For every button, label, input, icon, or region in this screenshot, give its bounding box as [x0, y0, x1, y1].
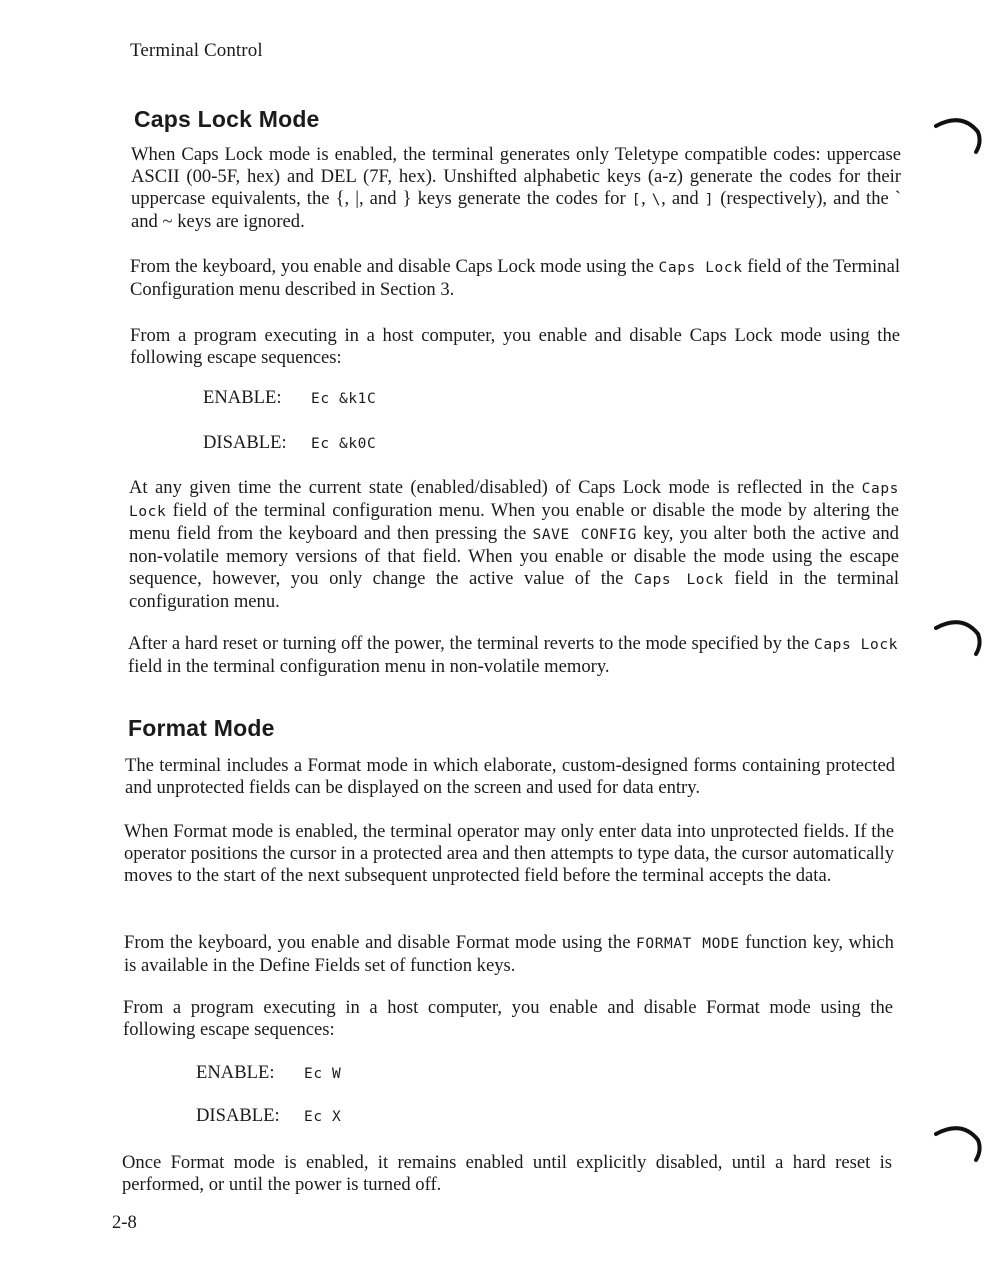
- text-run: (respectively), and the: [714, 188, 895, 209]
- text-run: , and: [661, 188, 705, 209]
- text-run: field in the terminal configuration menu.: [129, 568, 899, 612]
- text-run: keys are ignored.: [172, 211, 305, 232]
- text-run: function key, which is available in the Define Fields set of function keys.: [124, 932, 894, 976]
- text-run: and: [131, 211, 163, 232]
- key-glyph: [: [631, 192, 642, 208]
- menu-field-name: Caps Lock: [129, 481, 899, 520]
- page-number: 2-8: [112, 1212, 137, 1233]
- disable-label: DISABLE:: [203, 432, 287, 453]
- text-run: When Caps Lock mode is enabled, the terminal generates only Teletype compatible codes: uppercase ASCII (00-5F, hex) and DEL (7F, hex). Unshifted alphabetic keys (a-z) generate the codes for their uppercase equivalents, the: [131, 144, 901, 209]
- caps-lock-paragraph-1: [131, 144, 901, 233]
- binder-hole-mark-top: [934, 110, 984, 160]
- text-run: ,: [344, 188, 356, 209]
- text-run: From the keyboard, you enable and disable Caps Lock mode using the: [130, 256, 659, 277]
- key-glyph: |: [355, 188, 359, 209]
- format-enable-sequence: [196, 1062, 341, 1085]
- text-run: ,: [641, 188, 652, 209]
- enable-escape-code: Ec W: [304, 1066, 342, 1082]
- text-run: At any given time the current state (enabled/disabled) of Caps Lock mode is reflected in the: [129, 477, 862, 498]
- menu-field-name: Caps Lock: [633, 572, 724, 588]
- format-mode-paragraph-3: [124, 932, 894, 977]
- format-mode-paragraph-2: When Format mode is enabled, the terminal operator may only enter data into unprotected fields. If the operator positions the cursor in a protected area and then attempts to type data, the cursor automatically moves to the start of the next subsequent unprotected field before the terminal accepts the data.: [124, 821, 894, 886]
- caps-lock-heading: Caps Lock Mode: [134, 106, 320, 132]
- format-mode-paragraph-1: The terminal includes a Format mode in which elaborate, custom-designed forms containing protected and unprotected fields can be displayed on the screen and used for data entry.: [125, 755, 895, 798]
- key-glyph: }: [402, 188, 412, 209]
- binder-hole-mark-middle: [934, 612, 984, 662]
- text-run: key, you alter both the active and non-volatile memory versions of that field. When you enable or disable the mode using the escape sequence, however, you only change the active value of the: [129, 523, 899, 589]
- format-mode-heading: Format Mode: [128, 715, 275, 741]
- caps-disable-sequence: [203, 432, 376, 455]
- text-run: After a hard reset or turning off the power, the terminal reverts to the mode specified by the: [128, 633, 814, 654]
- key-name: SAVE CONFIG: [532, 527, 637, 543]
- caps-lock-paragraph-5: [128, 633, 898, 678]
- text-run: field in the terminal configuration menu in non-volatile memory.: [128, 656, 610, 677]
- caps-lock-paragraph-2: [130, 256, 900, 301]
- binder-hole-mark-bottom: [934, 1118, 984, 1168]
- menu-field-name: Caps Lock: [658, 260, 743, 276]
- key-glyph: ]: [704, 192, 715, 208]
- key-glyph: {: [335, 188, 345, 209]
- text-run: keys generate the codes for: [411, 188, 632, 209]
- text-run: , and: [358, 188, 403, 209]
- enable-escape-code: Ec &k1C: [311, 391, 377, 407]
- key-glyph: `: [894, 188, 902, 209]
- caps-lock-paragraph-3: From a program executing in a host computer, you enable and disable Caps Lock mode using the following escape sequences:: [130, 325, 900, 368]
- running-head: Terminal Control: [130, 40, 263, 61]
- enable-label: ENABLE:: [196, 1062, 275, 1083]
- format-mode-paragraph-5: Once Format mode is enabled, it remains enabled until explicitly disabled, until a hard reset is performed, or until the power is turned off.: [122, 1152, 892, 1195]
- disable-label: DISABLE:: [196, 1105, 280, 1126]
- caps-lock-paragraph-4: [129, 477, 899, 613]
- enable-label: ENABLE:: [203, 387, 282, 408]
- key-glyph: \: [651, 192, 662, 208]
- key-glyph: ~: [162, 211, 173, 232]
- format-disable-sequence: [196, 1105, 341, 1128]
- disable-escape-code: Ec X: [304, 1109, 342, 1125]
- text-run: field of the terminal configuration menu. When you enable or disable the mode by altering the menu field from the keyboard and then pressing the: [129, 500, 899, 544]
- disable-escape-code: Ec &k0C: [311, 436, 377, 452]
- menu-field-name: Caps Lock: [813, 637, 899, 653]
- caps-enable-sequence: [203, 387, 376, 410]
- key-name: FORMAT MODE: [636, 936, 740, 952]
- format-mode-paragraph-4: From a program executing in a host computer, you enable and disable Format mode using the following escape sequences:: [123, 997, 893, 1040]
- text-run: field of the Terminal Configuration menu described in Section 3.: [130, 256, 901, 300]
- text-run: From the keyboard, you enable and disable Format mode using the: [124, 932, 637, 953]
